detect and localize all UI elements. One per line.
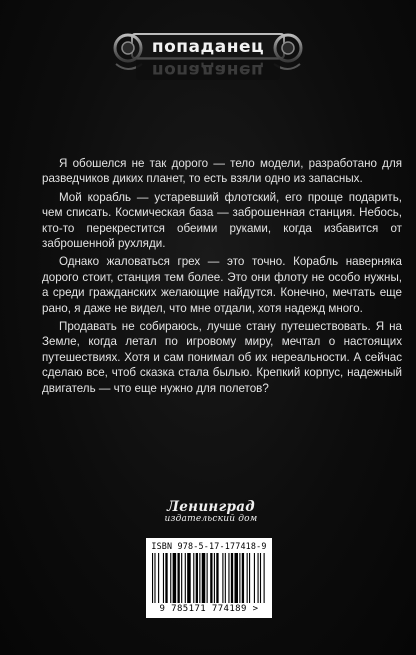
barcode-block (146, 538, 272, 618)
barcode-bar (231, 553, 233, 603)
isbn-label: ISBN 978-5-17-177418-9 (151, 541, 267, 551)
barcode-bar (234, 553, 238, 603)
barcode-bar (260, 553, 261, 603)
ean-digits: 9 785171 774189 > (159, 604, 259, 614)
annotation-paragraph: Продавать не собираюсь, лучше стану путешествовать. Я на Земле, когда летал по игровому миру, мечтал о настоящих путешествиях. Хотя и сам понимал об их нереальности. А сейчас сделаю все, чтоб сказка стала былью. Крепкий корпус, надежный двигатель — что еще нужно для полетов? (42, 320, 402, 395)
barcode-bar (158, 553, 159, 603)
barcode-bar (196, 553, 198, 603)
barcode-bar (181, 553, 182, 603)
barcode-bar (254, 553, 255, 603)
barcode-bar (154, 553, 155, 603)
barcode-bar (239, 553, 240, 603)
barcode-bars (152, 553, 266, 603)
barcode-bar (247, 553, 248, 603)
barcode-bar (165, 553, 167, 603)
annotation-paragraph: Я обошелся не так дорого — тело модели, разработано для разведчиков диких планет, то есть взяли одно из запасных. (42, 157, 402, 186)
barcode-bar (225, 553, 226, 603)
series-title: попаданец (151, 37, 265, 57)
barcode-bar (249, 553, 250, 603)
publisher-name: Ленинград (167, 499, 255, 515)
barcode-bar (202, 553, 206, 603)
barcode-bar (199, 553, 200, 603)
publisher-logo (156, 500, 266, 530)
annotation-text (42, 156, 402, 399)
barcode-bar (214, 553, 215, 603)
barcode-bar (264, 553, 265, 603)
barcode-bar (207, 553, 208, 603)
barcode-bar (187, 553, 191, 603)
barcode-bar (216, 553, 218, 603)
barcode-bar (258, 553, 259, 603)
publisher-subtitle: издательский дом (164, 514, 258, 524)
barcode-bar (163, 553, 164, 603)
series-title-reflection: попаданец (151, 60, 265, 80)
barcode-bar (152, 553, 153, 603)
barcode-bar (228, 553, 229, 603)
annotation-paragraph: Мой корабль — устаревший флотский, его проще подарить, чем списать. Космическая база — заброшенная станция. Небось, кто-то перекрестится обеими руками, когда избавится от заброшенной рухляди. (42, 190, 402, 251)
annotation-paragraph: Однако жаловаться грех — это точно. Корабль наверняка дорого стоит, станция тем более. Это они флоту не особо нужны, а среди гражданских желающие найдутся. Конечно, мечтать еще рано, я даже не видел, что мне отдали, хотя надежд много. (42, 255, 402, 315)
barcode-bar (177, 553, 179, 603)
barcode-bar (170, 553, 171, 603)
barcode-bar (185, 553, 186, 603)
barcode-bar (173, 553, 177, 603)
barcode-bar (193, 553, 194, 603)
series-badge (112, 26, 304, 88)
barcode-bar (222, 553, 223, 603)
barcode-bar (242, 553, 244, 603)
barcode-bar (210, 553, 212, 603)
